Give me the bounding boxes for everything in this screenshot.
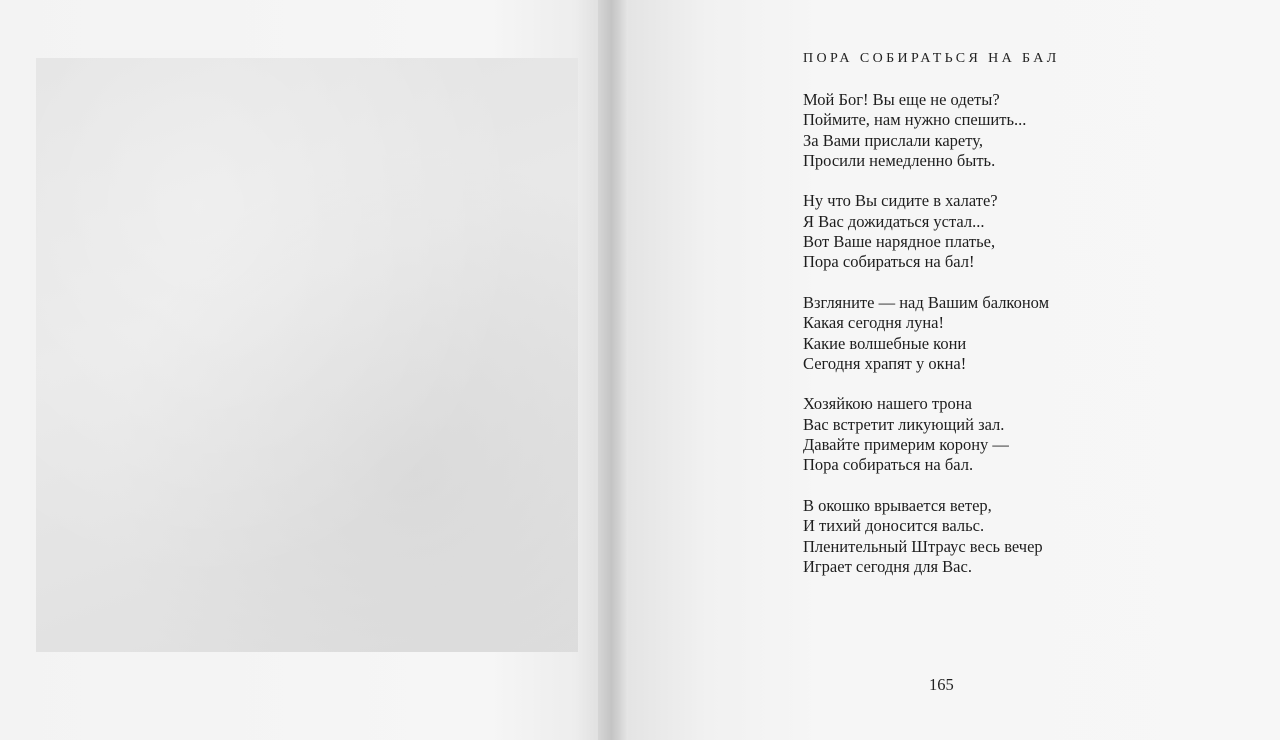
poem-line: За Вами прислали карету,: [803, 130, 983, 150]
faded-illustration: [36, 58, 578, 652]
book-gutter: [598, 0, 628, 740]
stanza-3: [803, 293, 1049, 374]
poem-line: Вас встретит ликующий зал.: [803, 414, 1005, 434]
page-number: 165: [929, 675, 954, 694]
left-page: [0, 0, 612, 740]
poem-line: Сегодня храпят у окна!: [803, 353, 967, 373]
poem-line: Поймите, нам нужно спешить...: [803, 110, 1027, 130]
poem-line: Ну что Вы сидите в халате?: [803, 191, 998, 211]
stanza-2: [803, 191, 1049, 272]
poem-line: Мой Бог! Вы еще не одеты?: [803, 90, 1000, 109]
poem-line: И тихий доносится вальс.: [803, 516, 985, 536]
poem-line: Какая сегодня луна!: [803, 313, 944, 333]
poem-line: Играет сегодня для Вас.: [803, 556, 972, 576]
poem-line: Пленительный Штраус весь вечер: [803, 536, 1043, 556]
poem-line: Давайте примерим корону —: [803, 435, 1009, 455]
poem-line: Хозяйкою нашего трона: [803, 394, 972, 414]
poem-line: Какие волшебные кони: [803, 333, 967, 353]
poem-line: В окошко врывается ветер,: [803, 495, 992, 515]
poem-line: Взгляните — над Вашим балконом: [803, 292, 1050, 312]
poem-line: Пора собираться на бал.: [803, 455, 974, 475]
stanza-1: [803, 90, 1049, 171]
poem-line: Вот Ваше нарядное платье,: [803, 232, 996, 252]
poem-line: Просили немедленно быть.: [803, 150, 996, 170]
stanza-4: [803, 394, 1049, 475]
poem-line: Я Вас дожидаться устал...: [803, 211, 985, 231]
poem-line: Пора собираться на бал!: [803, 252, 975, 272]
poem-body: [803, 90, 1049, 597]
stanza-5: [803, 496, 1049, 577]
poem-title: ПОРА СОБИРАТЬСЯ НА БАЛ: [803, 51, 1060, 66]
